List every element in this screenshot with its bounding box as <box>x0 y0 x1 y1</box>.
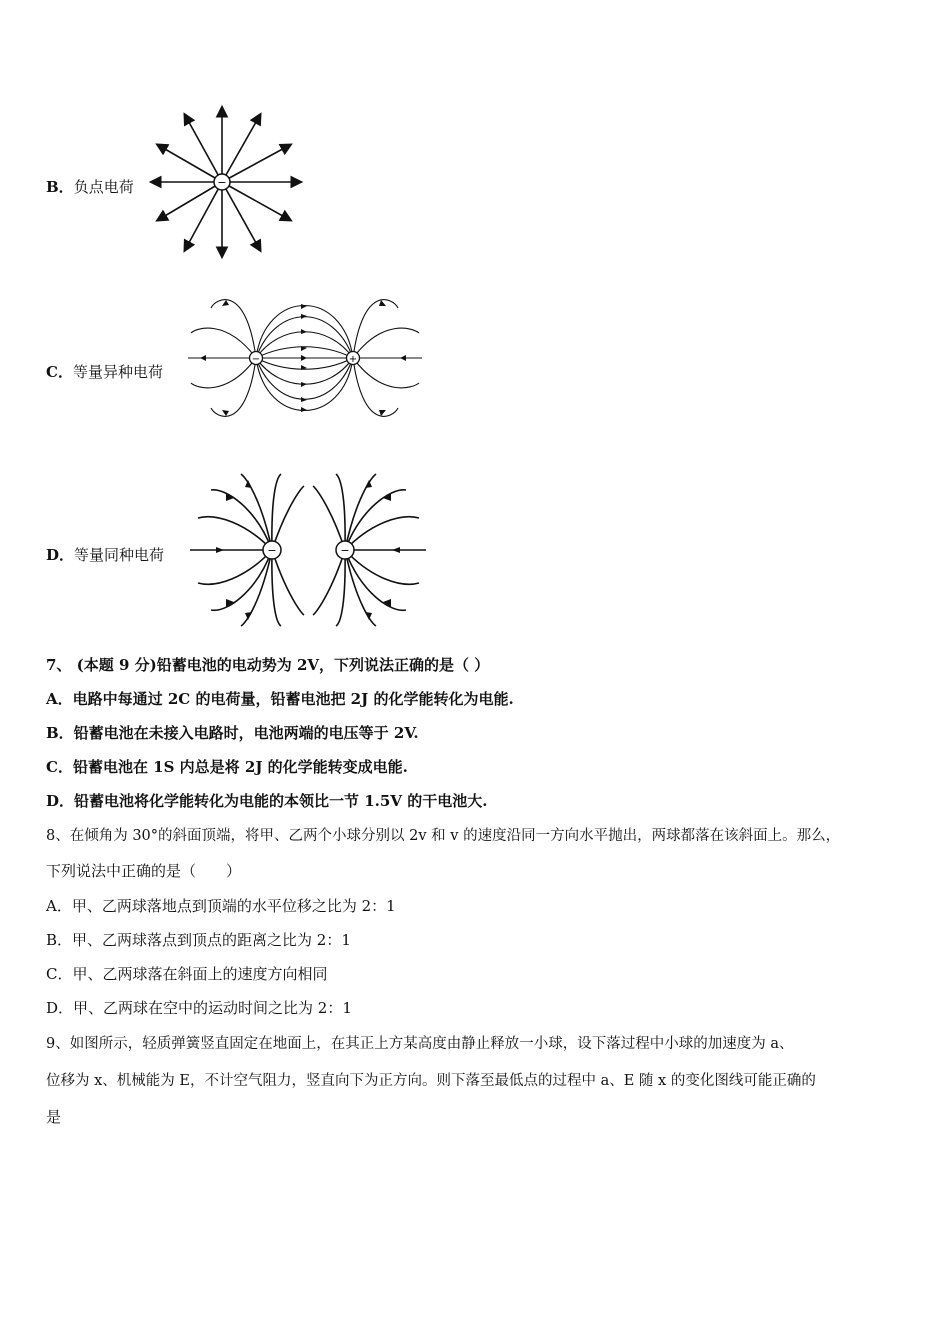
option-d-label <box>46 544 164 565</box>
q8-stem-line1: 8、在倾角为 30°的斜面顶端，将甲、乙两个小球分别以 2v 和 v 的速度沿同一方向水平抛出，两球都落在该斜面上。那么， <box>46 828 841 844</box>
positive-sign: + <box>348 354 358 365</box>
option-c-label <box>46 361 163 382</box>
negative-sign: − <box>340 544 350 557</box>
q9-stem-line2: 位移为 x、机械能为 E，不计空气阻力，竖直向下为正方向。则下落至最低点的过程中 a、E 随 x 的变化图线可能正确的 <box>46 1073 816 1089</box>
negative-sign: − <box>251 354 261 365</box>
q7-option-b: B．铅蓄电池在未接入电路时，电池两端的电压等于 2V. <box>46 724 419 742</box>
q7-option-a: A．电路中每通过 2C 的电荷量，铅蓄电池把 2J 的化学能转化为电能. <box>46 690 514 708</box>
negative-point-charge-field-lines-icon <box>140 100 310 274</box>
like-equal-charges-field-lines-icon <box>186 468 430 632</box>
q7-option-d: D．铅蓄电池将化学能转化为电能的本领比一节 1.5V 的干电池大. <box>46 792 488 810</box>
opposite-equal-charges-field-lines-icon <box>186 288 426 436</box>
option-text: 等量异种电荷 <box>72 363 163 381</box>
q8-option-d: D．甲、乙两球在空中的运动时间之比为 2：1 <box>46 999 352 1017</box>
q8-option-c: C．甲、乙两球落在斜面上的速度方向相同 <box>46 965 328 983</box>
q9-stem-line3: 是 <box>46 1108 62 1126</box>
option-text: 等量同种电荷 <box>74 546 165 564</box>
q7-stem: 7、 (本题 9 分)铅蓄电池的电动势为 2V，下列说法正确的是（ ） <box>46 656 490 674</box>
option-letter: C． <box>46 363 73 381</box>
q8-option-a: A．甲、乙两球落地点到顶端的水平位移之比为 2：1 <box>46 897 396 915</box>
q7-option-c: C．铅蓄电池在 1S 内总是将 2J 的化学能转变成电能. <box>46 758 408 776</box>
negative-sign: − <box>267 544 277 557</box>
option-letter: D． <box>46 546 75 564</box>
q8-option-b: B．甲、乙两球落点到顶点的距离之比为 2：1 <box>46 931 351 949</box>
q9-stem-line1: 9、如图所示，轻质弹簧竖直固定在地面上，在其正上方某高度由静止释放一小球，设下落过程中小球的加速度为 a、 <box>46 1036 794 1052</box>
option-b-label <box>46 176 134 197</box>
option-letter: B． <box>46 178 74 196</box>
q8-stem-line2: 下列说法中正确的是（ ） <box>46 862 242 880</box>
option-text: 负点电荷 <box>73 178 134 196</box>
negative-sign: − <box>217 176 227 189</box>
